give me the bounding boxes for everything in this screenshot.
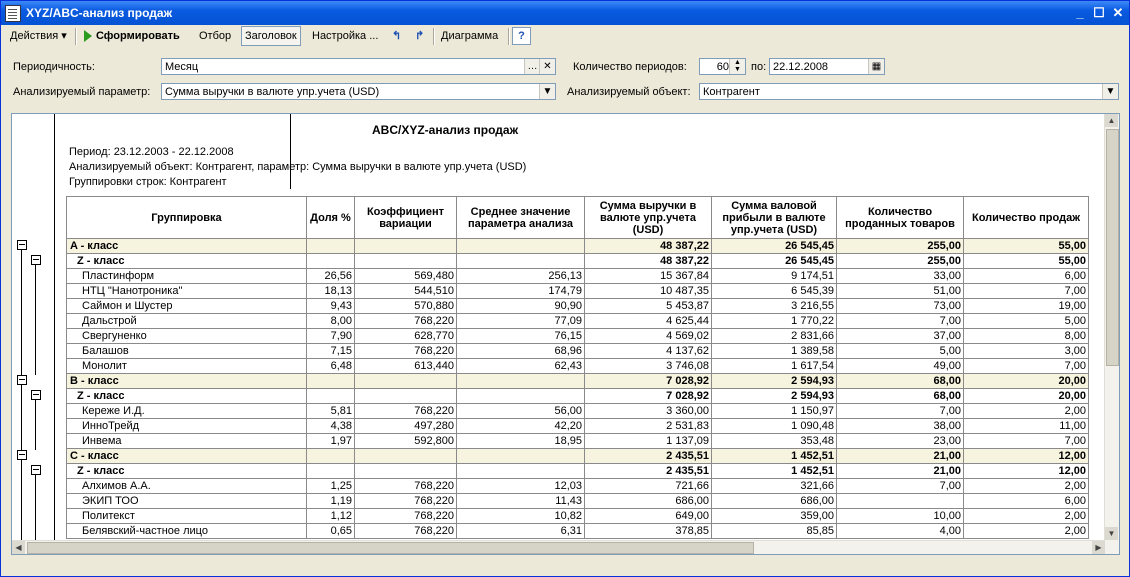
table-cell: Саймон и Шустер	[67, 299, 307, 314]
table-cell: 2 435,51	[585, 449, 712, 464]
table-cell	[307, 464, 355, 479]
table-cell: 378,85	[585, 524, 712, 539]
table-cell: 3,00	[964, 344, 1089, 359]
table-cell: 10,82	[457, 509, 585, 524]
maximize-button[interactable]: ☐	[1093, 5, 1105, 20]
table-row[interactable]	[67, 359, 1089, 374]
table-cell: 11,43	[457, 494, 585, 509]
table-cell: Инвема	[67, 434, 307, 449]
table-cell: 3 360,00	[585, 404, 712, 419]
table-cell: 15 367,84	[585, 269, 712, 284]
table-cell: 26,56	[307, 269, 355, 284]
table-cell: ИнноТрейд	[67, 419, 307, 434]
column-header: Среднее значение параметра анализа	[457, 197, 585, 239]
filter-button[interactable]: Отбор	[199, 30, 232, 42]
table-cell: 55,00	[964, 254, 1089, 269]
table-row[interactable]	[67, 269, 1089, 284]
table-cell: 1 452,51	[712, 449, 837, 464]
table-cell: 768,220	[355, 404, 457, 419]
table-row[interactable]	[67, 329, 1089, 344]
table-cell: 2 435,51	[585, 464, 712, 479]
chevron-down-icon[interactable]: ▼	[539, 84, 555, 99]
table-row[interactable]	[67, 404, 1089, 419]
table-cell: 7,00	[837, 479, 964, 494]
table-cell: Кереже И.Д.	[67, 404, 307, 419]
table-row[interactable]	[67, 299, 1089, 314]
table-cell: 7 028,92	[585, 374, 712, 389]
table-cell: 68,96	[457, 344, 585, 359]
toolbar	[3, 26, 1127, 48]
table-cell: Белявский-частное лицо	[67, 524, 307, 539]
collapse-group-icon[interactable]	[31, 465, 41, 475]
table-cell: 359,00	[712, 509, 837, 524]
window-title: XYZ/ABC-анализ продаж	[26, 6, 173, 20]
table-cell: 768,220	[355, 494, 457, 509]
calendar-icon[interactable]: ▦	[868, 59, 884, 74]
table-cell	[355, 374, 457, 389]
table-cell: 6,48	[307, 359, 355, 374]
table-cell: 628,770	[355, 329, 457, 344]
table-cell: A - класс	[67, 239, 307, 254]
table-cell: 19,00	[964, 299, 1089, 314]
table-cell: 7,00	[964, 359, 1089, 374]
undo-arrow-icon[interactable]: ↰	[392, 30, 402, 42]
table-cell: 1,97	[307, 434, 355, 449]
collapse-group-icon[interactable]	[17, 240, 27, 250]
table-cell: 649,00	[585, 509, 712, 524]
table-cell: 4 137,62	[585, 344, 712, 359]
table-cell	[307, 449, 355, 464]
table-cell	[355, 239, 457, 254]
vertical-scrollbar[interactable]	[1104, 114, 1119, 554]
table-cell: 7,90	[307, 329, 355, 344]
collapse-group-icon[interactable]	[31, 390, 41, 400]
table-cell: 20,00	[964, 389, 1089, 404]
analysis-table	[66, 196, 1089, 539]
column-header: Количество продаж	[964, 197, 1089, 239]
table-cell	[307, 254, 355, 269]
diagram-button[interactable]: Диаграмма	[441, 30, 499, 42]
table-cell: 20,00	[964, 374, 1089, 389]
table-row[interactable]	[67, 509, 1089, 524]
periodicity-field[interactable]: Месяц … ✕	[161, 58, 556, 75]
table-cell: 51,00	[837, 284, 964, 299]
table-cell: 1 090,48	[712, 419, 837, 434]
table-cell: 68,00	[837, 374, 964, 389]
table-cell: 768,220	[355, 314, 457, 329]
report-spreadsheet[interactable]	[11, 113, 1120, 555]
table-cell: Дальстрой	[67, 314, 307, 329]
table-cell: 7,00	[837, 314, 964, 329]
table-cell: Алхимов А.А.	[67, 479, 307, 494]
table-cell	[355, 389, 457, 404]
subclass-group-row[interactable]	[67, 389, 1089, 404]
table-cell	[457, 389, 585, 404]
table-cell: 5 453,87	[585, 299, 712, 314]
table-cell: 62,43	[457, 359, 585, 374]
table-cell: 569,480	[355, 269, 457, 284]
table-cell: 12,00	[964, 464, 1089, 479]
table-cell: 3 216,55	[712, 299, 837, 314]
table-cell: C - класс	[67, 449, 307, 464]
tree-line	[35, 400, 36, 450]
table-cell	[457, 254, 585, 269]
table-cell: 26 545,45	[712, 239, 837, 254]
table-cell: 3 746,08	[585, 359, 712, 374]
table-cell: ЭКИП ТОО	[67, 494, 307, 509]
table-cell	[457, 374, 585, 389]
analyzed-param-label: Анализируемый параметр:	[13, 86, 151, 98]
table-cell: 6,31	[457, 524, 585, 539]
table-cell: 12,00	[964, 449, 1089, 464]
table-cell: 721,66	[585, 479, 712, 494]
table-cell: 9 174,51	[712, 269, 837, 284]
table-cell: 76,15	[457, 329, 585, 344]
table-cell: 4,00	[837, 524, 964, 539]
close-button[interactable]: ✕	[1112, 5, 1124, 20]
table-cell: 1,12	[307, 509, 355, 524]
table-cell: 768,220	[355, 524, 457, 539]
analyzed-object-select[interactable]: Контрагент ▼	[699, 83, 1119, 100]
redo-arrow-icon[interactable]: ↱	[415, 30, 425, 42]
column-header: Доля %	[307, 197, 355, 239]
table-cell: 2,00	[964, 509, 1089, 524]
minimize-button[interactable]: _	[1076, 5, 1084, 20]
table-cell: 68,00	[837, 389, 964, 404]
table-cell: 570,880	[355, 299, 457, 314]
scroll-right-icon[interactable]: ▶	[1092, 541, 1105, 554]
table-cell	[307, 389, 355, 404]
table-cell: 6,00	[964, 269, 1089, 284]
generate-button[interactable]: Сформировать	[81, 26, 183, 46]
periods-count-stepper[interactable]: 60 ▲ ▼	[699, 58, 746, 75]
table-cell: 7,00	[964, 284, 1089, 299]
table-cell: 7 028,92	[585, 389, 712, 404]
table-cell: 6 545,39	[712, 284, 837, 299]
table-cell: 2,00	[964, 524, 1089, 539]
table-cell: 73,00	[837, 299, 964, 314]
report-doc-icon	[5, 5, 21, 22]
table-cell: 4 569,02	[585, 329, 712, 344]
periods-count-label: Количество периодов:	[573, 61, 687, 73]
report-period: Период: 23.12.2003 - 22.12.2008	[69, 146, 234, 158]
title-bar	[1, 1, 1129, 25]
table-row[interactable]	[67, 479, 1089, 494]
table-cell: НТЦ "Нанотроника"	[67, 284, 307, 299]
table-cell: 90,90	[457, 299, 585, 314]
table-cell: 48 387,22	[585, 239, 712, 254]
tree-line	[35, 475, 36, 540]
scroll-down-icon[interactable]: ▼	[1105, 527, 1118, 540]
table-cell: 1 452,51	[712, 464, 837, 479]
tree-line	[21, 385, 22, 450]
table-cell: 1,25	[307, 479, 355, 494]
table-cell: 4 625,44	[585, 314, 712, 329]
table-cell: Z - класс	[67, 464, 307, 479]
table-cell: 686,00	[712, 494, 837, 509]
table-cell: 1 389,58	[712, 344, 837, 359]
table-cell: 5,00	[964, 314, 1089, 329]
class-group-row[interactable]	[67, 449, 1089, 464]
table-cell: 77,09	[457, 314, 585, 329]
class-group-row[interactable]	[67, 239, 1089, 254]
column-header: Группировка	[67, 197, 307, 239]
table-cell: 21,00	[837, 449, 964, 464]
table-cell: 48 387,22	[585, 254, 712, 269]
table-cell	[457, 239, 585, 254]
table-cell: 544,510	[355, 284, 457, 299]
table-row[interactable]	[67, 344, 1089, 359]
table-row[interactable]	[67, 494, 1089, 509]
table-cell: 2 531,83	[585, 419, 712, 434]
table-cell	[355, 449, 457, 464]
toolbar-separator	[75, 28, 77, 45]
table-cell: 2 594,93	[712, 374, 837, 389]
table-cell: 2 831,66	[712, 329, 837, 344]
table-row[interactable]	[67, 314, 1089, 329]
to-date-field[interactable]: 22.12.2008 ▦	[769, 58, 885, 75]
table-row[interactable]	[67, 419, 1089, 434]
table-cell: 37,00	[837, 329, 964, 344]
table-cell: 0,65	[307, 524, 355, 539]
table-cell: 1 770,22	[712, 314, 837, 329]
to-date-label: по:	[751, 61, 767, 73]
scroll-up-icon[interactable]: ▲	[1105, 114, 1118, 127]
horizontal-scrollbar[interactable]	[12, 540, 1105, 554]
table-cell: 38,00	[837, 419, 964, 434]
report-title: ABC/XYZ-анализ продаж	[372, 123, 519, 137]
table-cell: 23,00	[837, 434, 964, 449]
table-row[interactable]	[67, 284, 1089, 299]
header-divider	[290, 114, 291, 189]
column-header: Сумма выручки в валюте упр.учета (USD)	[585, 197, 712, 239]
periodicity-label: Периодичность:	[13, 61, 95, 73]
table-cell: B - класс	[67, 374, 307, 389]
table-cell: 768,220	[355, 479, 457, 494]
tree-line	[35, 265, 36, 375]
column-header: Количество проданных товаров	[837, 197, 964, 239]
column-header: Сумма валовой прибыли в валюте упр.учета (USD)	[712, 197, 837, 239]
actions-menu[interactable]: Действия ▾	[10, 30, 67, 42]
table-cell: Балашов	[67, 344, 307, 359]
table-cell: 6,00	[964, 494, 1089, 509]
collapse-group-icon[interactable]	[31, 255, 41, 265]
chevron-down-icon[interactable]: ▼	[1102, 84, 1118, 99]
table-cell: Монолит	[67, 359, 307, 374]
table-cell	[355, 254, 457, 269]
table-cell: 85,85	[712, 524, 837, 539]
table-cell: 42,20	[457, 419, 585, 434]
settings-button[interactable]: Настройка ...	[312, 30, 379, 42]
table-row[interactable]	[67, 524, 1089, 539]
table-cell: Z - класс	[67, 254, 307, 269]
report-grouping-line: Группировки строк: Контрагент	[69, 176, 227, 188]
table-cell: 5,81	[307, 404, 355, 419]
table-cell: 5,00	[837, 344, 964, 359]
header-toggle-button[interactable]: Заголовок	[241, 26, 301, 46]
table-cell: 1 150,97	[712, 404, 837, 419]
table-cell: 33,00	[837, 269, 964, 284]
table-cell: 255,00	[837, 239, 964, 254]
table-cell: 768,220	[355, 344, 457, 359]
help-icon[interactable]: ?	[512, 27, 531, 45]
table-cell: 8,00	[307, 314, 355, 329]
table-cell: 26 545,45	[712, 254, 837, 269]
clear-icon[interactable]: ✕	[539, 59, 555, 74]
table-cell: 55,00	[964, 239, 1089, 254]
table-cell: 686,00	[585, 494, 712, 509]
tree-line	[21, 460, 22, 540]
table-cell: 1 617,54	[712, 359, 837, 374]
table-cell: Свергуненко	[67, 329, 307, 344]
toolbar-separator	[433, 28, 435, 45]
table-cell	[457, 464, 585, 479]
table-cell: 1,19	[307, 494, 355, 509]
table-cell: 768,220	[355, 509, 457, 524]
collapse-group-icon[interactable]	[17, 375, 27, 385]
table-cell: Пластинформ	[67, 269, 307, 284]
table-cell: Z - класс	[67, 389, 307, 404]
table-cell: 49,00	[837, 359, 964, 374]
table-cell: 256,13	[457, 269, 585, 284]
table-cell: 174,79	[457, 284, 585, 299]
table-cell: 18,95	[457, 434, 585, 449]
row-group-tree	[14, 240, 64, 540]
play-icon	[84, 30, 92, 42]
spin-arrows-icon[interactable]: ▲ ▼	[729, 59, 745, 74]
table-cell: 8,00	[964, 329, 1089, 344]
subclass-group-row[interactable]	[67, 464, 1089, 479]
table-cell: 2,00	[964, 404, 1089, 419]
table-cell: 2,00	[964, 479, 1089, 494]
table-cell: 1 137,09	[585, 434, 712, 449]
table-cell	[837, 494, 964, 509]
table-cell: 10 487,35	[585, 284, 712, 299]
table-cell	[307, 239, 355, 254]
table-cell: 7,00	[837, 404, 964, 419]
table-cell: 12,03	[457, 479, 585, 494]
table-cell: 7,15	[307, 344, 355, 359]
table-cell: 9,43	[307, 299, 355, 314]
table-cell: 592,800	[355, 434, 457, 449]
table-cell	[355, 464, 457, 479]
vertical-scroll-thumb[interactable]	[1106, 129, 1119, 366]
table-cell: 255,00	[837, 254, 964, 269]
table-header-row	[67, 197, 1089, 239]
table-cell: 353,48	[712, 434, 837, 449]
table-row[interactable]	[67, 434, 1089, 449]
table-cell: 7,00	[964, 434, 1089, 449]
analyzed-param-select[interactable]: Сумма выручки в валюте упр.учета (USD) ▼	[161, 83, 556, 100]
table-cell	[307, 374, 355, 389]
table-cell: 4,38	[307, 419, 355, 434]
column-header: Коэффициент вариации	[355, 197, 457, 239]
scroll-left-icon[interactable]: ◀	[12, 541, 25, 554]
table-cell: 321,66	[712, 479, 837, 494]
table-cell: 21,00	[837, 464, 964, 479]
table-cell: 2 594,93	[712, 389, 837, 404]
table-cell: 18,13	[307, 284, 355, 299]
collapse-group-icon[interactable]	[17, 450, 27, 460]
table-cell: 10,00	[837, 509, 964, 524]
class-group-row[interactable]	[67, 374, 1089, 389]
horizontal-scroll-thumb[interactable]	[27, 542, 754, 554]
table-cell	[457, 449, 585, 464]
report-object-line: Анализируемый объект: Контрагент, параметр: Сумма выручки в валюте упр.учета (USD)	[69, 161, 527, 173]
table-cell: Политекст	[67, 509, 307, 524]
subclass-group-row[interactable]	[67, 254, 1089, 269]
table-cell: 613,440	[355, 359, 457, 374]
ellipsis-icon[interactable]: …	[524, 59, 540, 74]
analyzed-object-label: Анализируемый объект:	[567, 86, 691, 98]
tree-line	[21, 250, 22, 375]
toolbar-separator	[508, 28, 510, 45]
table-cell: 56,00	[457, 404, 585, 419]
table-cell: 11,00	[964, 419, 1089, 434]
table-cell: 497,280	[355, 419, 457, 434]
